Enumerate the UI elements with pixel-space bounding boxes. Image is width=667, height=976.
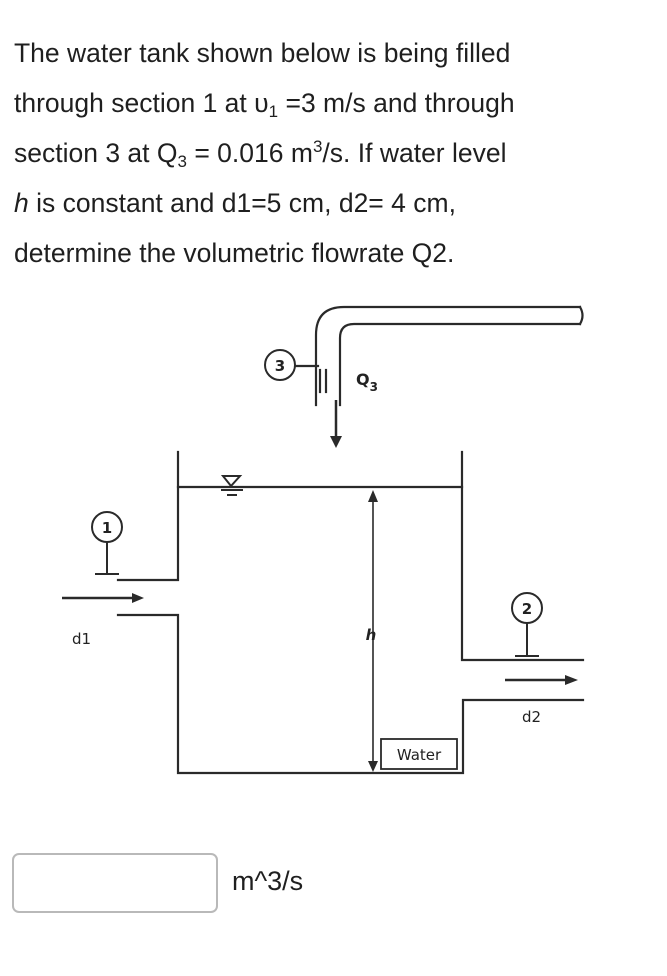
inlet-pipe-lower (118, 615, 583, 773)
section1-label: 1 (101, 519, 113, 537)
water-level-symbol (221, 476, 243, 495)
d2-label: d2 (522, 708, 542, 726)
velocity-symbol: υ (254, 88, 269, 118)
answer-input[interactable] (12, 853, 218, 913)
problem-line-4: h is constant and d1=5 cm, d2= 4 cm, (14, 188, 456, 218)
problem-line-3: section 3 at $Q_3 = 0.016$ $m^3/s$. If water level (14, 137, 507, 171)
section3-label: 3 (274, 357, 286, 375)
problem-line-1: The water tank shown below is being filled (14, 38, 511, 68)
tank-wall-left (118, 452, 178, 580)
answer-unit-label: m^3/s (232, 866, 304, 896)
supply-pipe-end (580, 307, 583, 324)
d1-label: d1 (72, 630, 92, 648)
section2-label: 2 (521, 600, 533, 618)
tank-wall-right (462, 452, 583, 660)
problem-line-5: determine the volumetric flowrate Q2. (14, 238, 455, 268)
q3-label: $Q_3$ (356, 370, 378, 394)
h-label: h (365, 626, 377, 644)
supply-pipe-outer (316, 307, 580, 405)
problem-line-2: through section 1 at $\upsilon_1 =3$ m/s and through (14, 88, 515, 121)
water-label: Water (396, 746, 442, 764)
